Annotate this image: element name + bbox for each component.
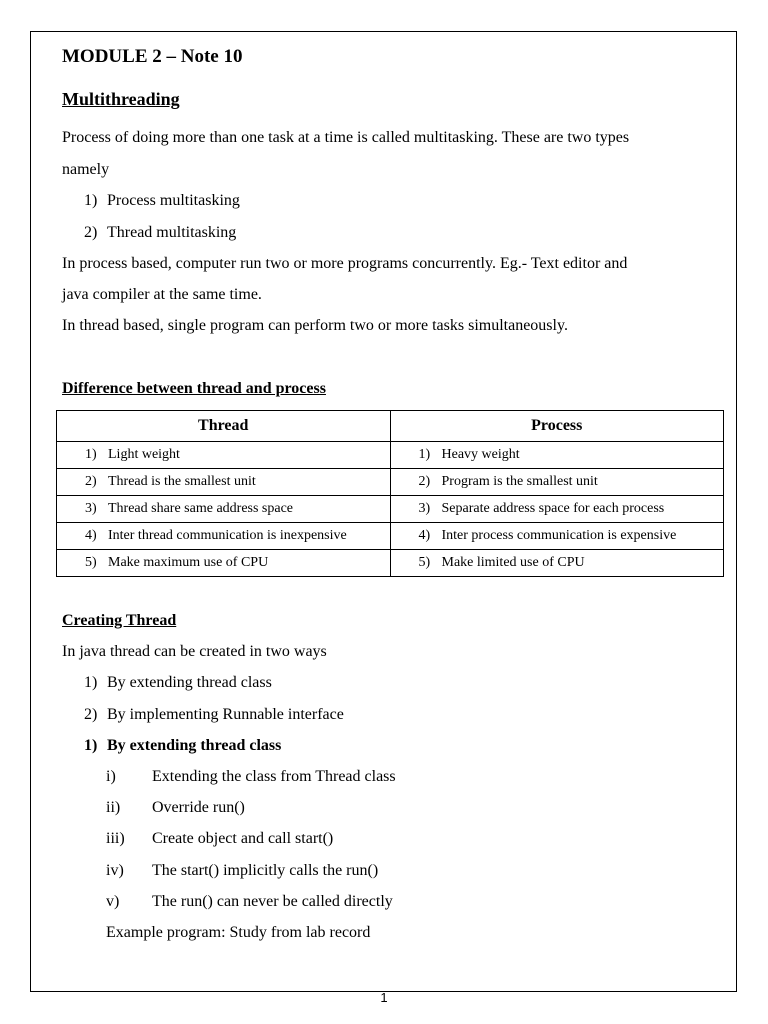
cell-number: 5): [85, 555, 97, 570]
process-cell: [390, 496, 724, 523]
cell-text: Thread is the smallest unit: [108, 474, 256, 489]
intro-line-2: namely: [62, 161, 110, 178]
page-number: 1: [380, 990, 388, 1005]
table-row: [57, 496, 724, 523]
creating-thread-heading: Creating Thread: [62, 612, 177, 629]
step-text: Extending the class from Thread class: [152, 768, 396, 785]
cell-text: Make limited use of CPU: [441, 555, 585, 570]
cell-text: Thread share same address space: [108, 501, 294, 516]
process-cell: [390, 523, 724, 550]
step-number: i): [106, 768, 116, 785]
list-item-number: 1): [84, 192, 98, 209]
table-row: [57, 523, 724, 550]
step-item: [106, 862, 378, 880]
process-cell: [390, 469, 724, 496]
thread-cell: [57, 496, 391, 523]
cell-text: Separate address space for each process: [441, 501, 665, 516]
list-item: [84, 674, 272, 692]
column-header-process: Process: [390, 411, 724, 442]
list-item-number: 2): [84, 706, 98, 723]
cell-text: Inter thread communication is inexpensive: [108, 528, 347, 543]
thread-cell: [57, 469, 391, 496]
cell-text: Heavy weight: [441, 447, 520, 462]
cell-number: 4): [418, 528, 431, 543]
table-header-row: [57, 411, 724, 442]
page-title: MODULE 2 – Note 10: [62, 46, 243, 67]
column-header-thread: Thread: [57, 411, 391, 442]
step-item: [106, 799, 245, 817]
thread-cell: [57, 523, 391, 550]
step-text: Override run(): [152, 799, 245, 816]
sub-heading-text: By extending thread class: [107, 737, 282, 754]
step-item: [106, 893, 393, 911]
list-item-text: Thread multitasking: [107, 224, 237, 241]
list-item-text: By extending thread class: [107, 674, 272, 691]
cell-number: 3): [418, 501, 431, 516]
multithreading-heading: Multithreading: [62, 89, 180, 109]
process-cell: [390, 550, 724, 577]
thread-based-line: In thread based, single program can perform two or more tasks simultaneously.: [62, 317, 568, 334]
sub-heading-number: 1): [84, 737, 98, 754]
cell-number: 2): [418, 474, 431, 489]
cell-number: 2): [85, 474, 97, 489]
list-item-text: By implementing Runnable interface: [107, 706, 344, 723]
step-text: The start() implicitly calls the run(): [152, 862, 379, 879]
process-based-line-2: java compiler at the same time.: [62, 286, 262, 303]
cell-number: 4): [85, 528, 97, 543]
list-item: [84, 706, 344, 724]
cell-text: Inter process communication is expensive: [441, 528, 677, 543]
table-row: [57, 469, 724, 496]
table-row: [57, 442, 724, 469]
creating-intro: In java thread can be created in two ways: [62, 643, 327, 660]
cell-number: 1): [418, 447, 431, 462]
comparison-table: [56, 410, 724, 577]
list-item-number: 1): [84, 674, 98, 691]
sub-heading: [84, 737, 281, 755]
step-number: ii): [106, 799, 121, 816]
list-item-number: 2): [84, 224, 98, 241]
step-number: iii): [106, 830, 125, 847]
thread-cell: [57, 550, 391, 577]
list-item-text: Process multitasking: [107, 192, 240, 209]
process-cell: [390, 442, 724, 469]
cell-number: 5): [418, 555, 431, 570]
table-row: [57, 550, 724, 577]
list-item: [84, 224, 236, 242]
thread-cell: [57, 442, 391, 469]
cell-text: Program is the smallest unit: [441, 474, 598, 489]
step-number: iv): [106, 862, 124, 879]
step-text: Create object and call start(): [152, 830, 334, 847]
step-text: The run() can never be called directly: [152, 893, 393, 910]
list-item: [84, 192, 240, 210]
step-number: v): [106, 893, 120, 910]
step-item: [106, 768, 396, 786]
process-based-line-1: In process based, computer run two or more programs concurrently. Eg.- Text editor and: [62, 255, 628, 272]
cell-text: Make maximum use of CPU: [108, 555, 269, 570]
cell-text: Light weight: [108, 447, 180, 462]
example-note: Example program: Study from lab record: [106, 924, 371, 941]
step-item: [106, 830, 333, 848]
difference-heading: Difference between thread and process: [62, 380, 326, 397]
cell-number: 1): [85, 447, 97, 462]
cell-number: 3): [85, 501, 97, 516]
intro-line-1: Process of doing more than one task at a time is called multitasking. These are two types: [62, 129, 630, 146]
